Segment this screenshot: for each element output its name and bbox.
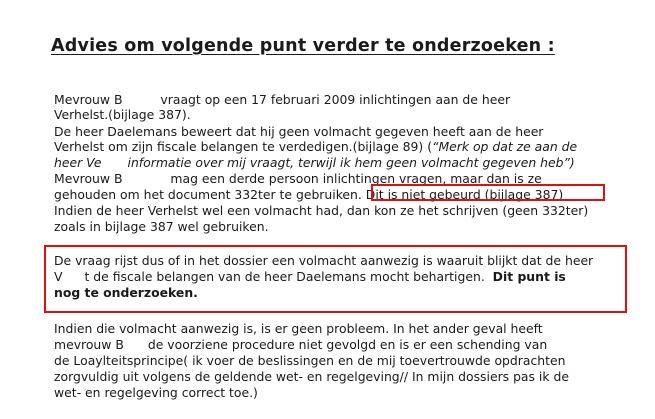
para1-line5 [54, 155, 575, 170]
para1-line8: Indien de heer Verhelst wel een volmacht had, dan kon ze het schrijven (geen 332ter) [54, 203, 589, 218]
text-fragment: Mevrouw B [54, 92, 123, 107]
para3-line3: de Loaylteitsprincipe( ik voer de beslissingen en de mij toevertrouwde opdrachten [54, 353, 566, 368]
para1-line4 [54, 139, 577, 154]
page-title: Advies om volgende punt verder te onderzoeken : [51, 36, 555, 56]
text-fragment: V [54, 269, 63, 284]
para1-line2: Verhelst.(bijlage 387). [54, 107, 191, 122]
quote-fragment: “Merk op dat ze aan de [432, 139, 578, 154]
emphasis-text: Dit punt is [492, 269, 566, 284]
para2-line3: nog te onderzoeken. [54, 285, 198, 300]
text-fragment: t de fiscale belangen van de heer Daelemans mocht behartigen. [84, 269, 485, 284]
para3-line5: wet- en regelgeving correct toe.) [54, 385, 258, 400]
text-fragment: mevrouw B [54, 337, 124, 352]
quote-fragment: heer Ve [54, 155, 102, 170]
para2-line1: De vraag rijst dus of in het dossier een volmacht aanwezig is waaruit blijkt dat de heer [54, 253, 594, 268]
redaction [122, 96, 156, 106]
para1-line9: zoals in bijlage 387 wel gebruiken. [54, 219, 269, 234]
redaction [124, 341, 148, 351]
para1-line3: De heer Daelemans beweert dat hij geen volmacht gegeven heeft aan de heer [54, 124, 544, 139]
text-fragment: gehouden om het document 332ter te gebruiken. [54, 187, 362, 202]
text-fragment: Verhelst om zijn fiscale belangen te verdedigen.(bijlage 89) ( [54, 139, 433, 154]
para3-line1: Indien die volmacht aanwezig is, is er geen probleem. In het ander geval heeft [54, 321, 543, 336]
redaction [122, 175, 166, 185]
para1-line1 [54, 92, 510, 107]
quote-fragment: informatie over mij vraagt, terwijl ik hem geen volmacht gegeven heb”) [127, 155, 575, 170]
redaction [102, 159, 128, 169]
para3-line4: zorgvuldig uit volgens de geldende wet- en regelgeving// In mijn dossiers pas ik de [54, 369, 569, 384]
text-fragment: vraagt op een 17 februari 2009 inlichtingen aan de heer [156, 92, 511, 107]
text-fragment: mag een derde persoon inlichtingen vragen, maar dan is ze [166, 171, 542, 186]
text-fragment: Mevrouw B [54, 171, 123, 186]
text-fragment: de voorziene procedure niet gevolgd en is er een schending van [147, 337, 548, 352]
highlighted-text: Dit is niet gebeurd (bijlage 387) [361, 187, 564, 202]
highlight-box-small [371, 184, 605, 201]
para3-line2 [54, 337, 547, 352]
highlight-box-large [44, 245, 627, 313]
